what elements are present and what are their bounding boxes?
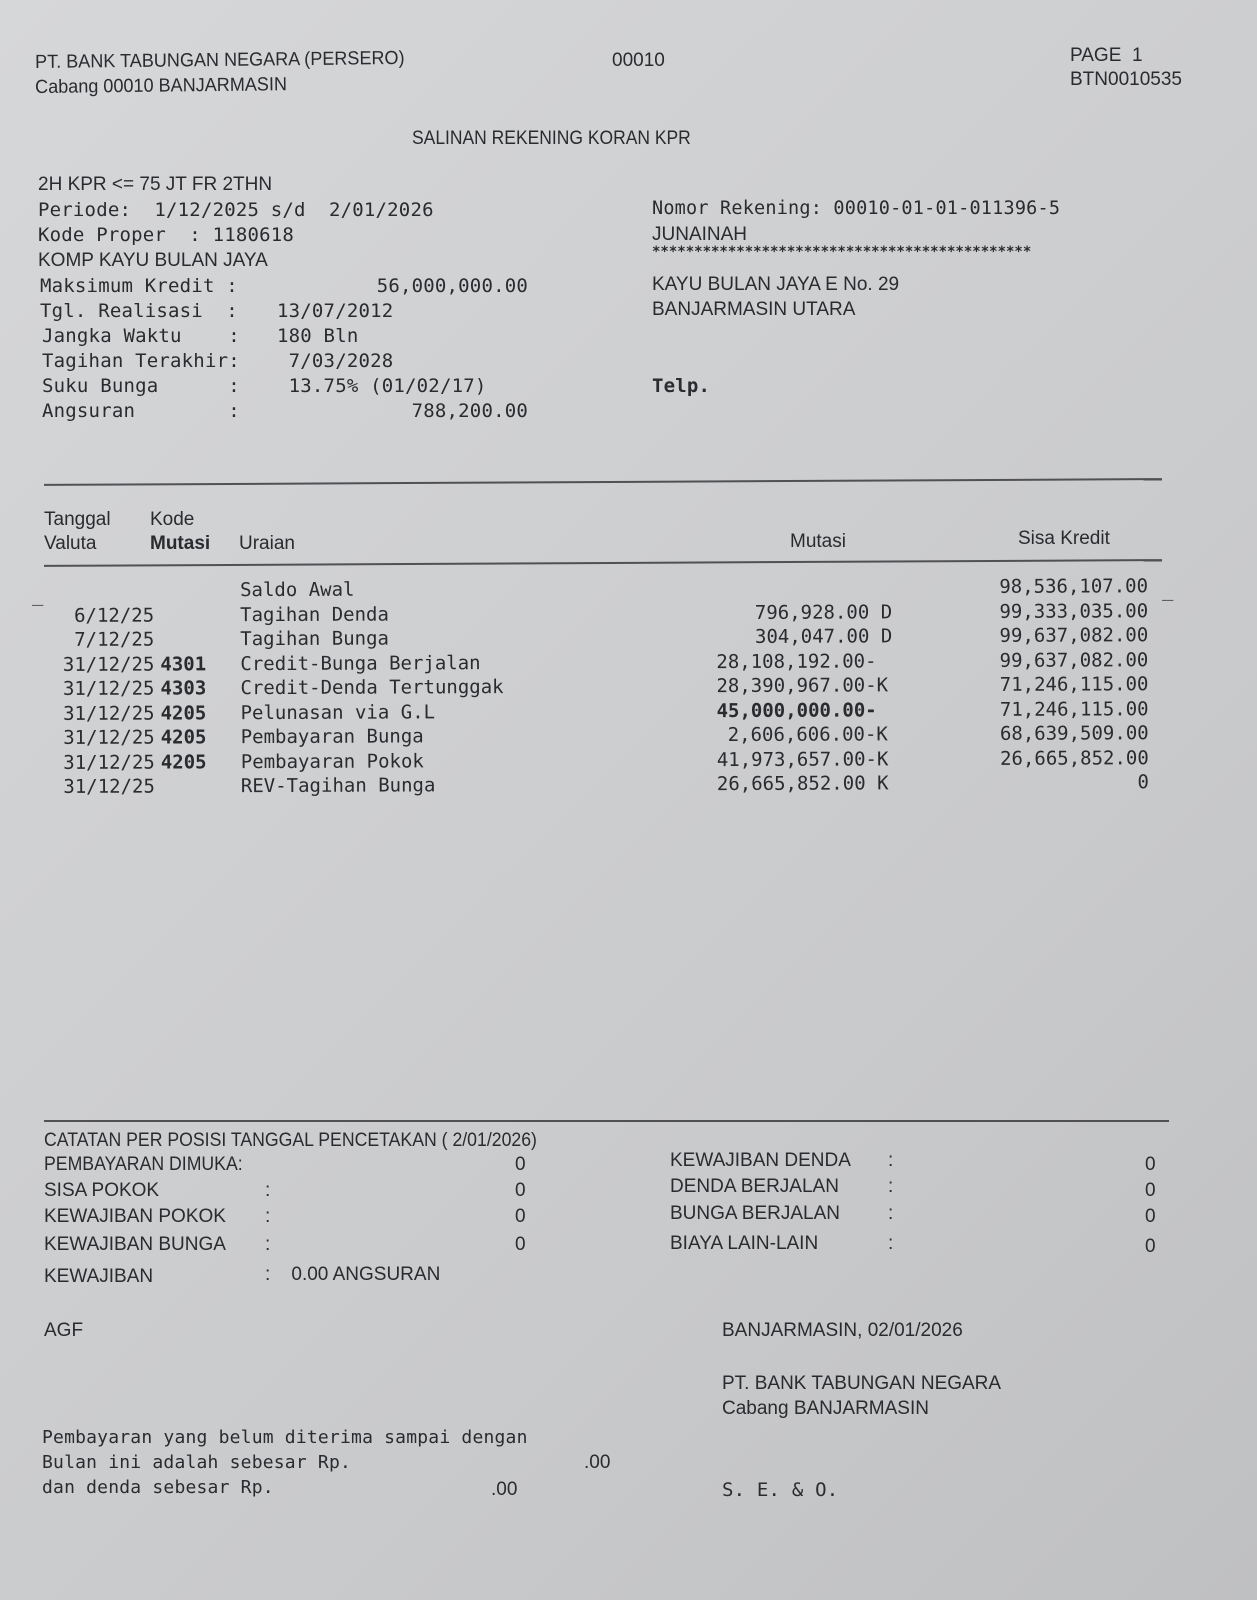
doc-code: BTN0010535 [1070,69,1182,90]
colon: : [888,1150,894,1171]
col-header-kode: Kode [150,509,195,530]
row-code: 4205 [160,726,207,749]
colon: : [265,1206,271,1227]
row-balance: 26,665,852.00 [1000,746,1149,770]
row-date: 31/12/25 [63,726,155,749]
row-code [154,628,240,653]
pembayaran-dimuka-label: PEMBAYARAN DIMUKA: [44,1154,243,1175]
tgl-realisasi-label: Tgl. Realisasi : [40,300,238,322]
kode-proper: Kode Proper : 1180618 [38,224,295,246]
row-amount [700,576,892,601]
pembayaran-dimuka-value: 0 [515,1154,526,1175]
row-date: 31/12/25 [62,653,155,676]
maks-kredit-value: 56,000,000.00 [376,275,528,297]
suku-bunga-label: Suku Bunga : [42,375,240,397]
account-holder-name: JUNAINAH [652,224,748,245]
maks-kredit-label: Maksimum Kredit : [40,275,238,297]
row-date: 7/12/25 [74,628,155,651]
row-desc: Credit-Denda Tertunggak [240,676,504,700]
komplek: KOMP KAYU BULAN JAYA [38,250,268,271]
table-row [49,771,1149,800]
note-line-2: Bulan ini adalah sebesar Rp. [42,1452,352,1473]
telp-label: Telp. [652,375,711,397]
kewajiban-denda-value: 0 [1145,1154,1156,1175]
row-desc: REV-Tagihan Bunga [240,774,436,798]
row-code [154,579,240,604]
colon: : [265,1234,271,1255]
biaya-lain-value: 0 [1145,1236,1156,1257]
row-desc: Tagihan Denda [240,603,389,626]
page-title: SALINAN REKENING KORAN KPR [412,128,691,149]
row-date: 6/12/25 [74,604,155,627]
col-header-uraian: Uraian [239,533,295,554]
kewajiban-denda-label: KEWAJIBAN DENDA [670,1150,851,1171]
note-line-1: Pembayaran yang belum diterima sampai dengan [42,1427,528,1448]
sisa-pokok-label [44,1178,159,1203]
row-amount: 28,108,192.00- [716,649,877,673]
denda-berjalan-label: DENDA BERJALAN [670,1176,839,1197]
jangka-waktu-label: Jangka Waktu : [42,325,240,347]
angsuran-label: Angsuran : [42,400,240,422]
row-desc: Pelunasan via G.L [240,700,436,724]
col-header-valuta: Valuta [44,533,97,554]
row-date: 31/12/25 [63,751,155,774]
note-line-3-value: .00 [491,1479,518,1500]
colon: : [888,1233,894,1254]
jangka-waktu-value: 180 Bln [277,325,359,347]
row-balance: 68,639,509.00 [999,722,1149,745]
margin-mark-right: _ [1162,579,1174,601]
row-amount: 41,973,657.00-K [716,747,889,771]
row-date: 31/12/25 [62,677,155,700]
row-amount: 28,390,967.00-K [716,674,889,698]
kewajiban-bunga-text: KEWAJIBAN BUNGA [44,1234,226,1255]
col-header-mutasi: Mutasi [790,531,846,552]
row-amount: 45,000,000.00- [716,698,877,722]
note-line-2-value: .00 [584,1452,611,1473]
place-date: BANJARMASIN, 02/01/2026 [722,1320,963,1341]
transactions-table [48,575,1149,800]
denda-berjalan-value: 0 [1145,1180,1156,1201]
col-header-mutasi-code: Mutasi [150,533,211,554]
kewajiban-value: : 0.00 ANGSURAN [265,1264,441,1285]
periode: Periode: 1/12/2025 s/d 2/01/2026 [38,199,434,221]
seo-mark: S. E. & O. [722,1479,839,1501]
masked-line: ********************************************* [652,244,1032,260]
kewajiban-pokok-label [44,1204,226,1229]
colon: : [888,1203,894,1224]
branch-line: Cabang 00010 BANJARMASIN [35,74,288,98]
colon: : [265,1180,271,1201]
signatory-bank: PT. BANK TABUNGAN NEGARA [722,1373,1002,1394]
kewajiban-label: KEWAJIBAN [44,1266,154,1287]
sisa-pokok-value: 0 [515,1180,526,1201]
row-balance: 71,246,115.00 [999,673,1149,696]
row-amount: 2,606,606.00-K [727,723,888,747]
tgl-realisasi-value: 13/07/2012 [277,300,394,322]
address-line-1: KAYU BULAN JAYA E No. 29 [652,274,900,295]
row-code [155,775,241,800]
product-type: 2H KPR <= 75 JT FR 2THN [38,174,273,195]
row-code: 4303 [160,677,207,700]
sisa-pokok-text: SISA POKOK [44,1180,160,1201]
row-desc: Credit-Bunga Berjalan [240,651,481,675]
row-balance: 99,637,082.00 [999,624,1149,647]
col-header-tanggal: Tanggal [44,509,111,530]
row-desc: Tagihan Bunga [240,627,390,651]
angsuran-value: 788,200.00 [411,400,528,422]
row-desc: Saldo Awal [239,578,355,602]
row-balance: 99,637,082.00 [999,648,1149,672]
branch-code: 00010 [612,50,665,71]
divider-top [44,478,1162,486]
row-code: 4301 [160,652,207,676]
row-amount: 796,928.00 D [754,600,893,624]
divider-summary [44,1120,1169,1122]
kewajiban-pokok-value: 0 [515,1206,526,1227]
tagihan-terakhir-value: 7/03/2028 [277,350,394,372]
operator-code: AGF [44,1320,84,1341]
nomor-rekening: Nomor Rekening: 00010-01-01-011396-5 [652,198,1061,219]
row-amount: 304,047.00 D [754,625,893,648]
summary-title: CATATAN PER POSISI TANGGAL PENCETAKAN ( 2/01/2026) [44,1130,537,1151]
row-code [154,604,240,629]
page-number: PAGE 1 [1070,45,1143,66]
signatory-branch: Cabang BANJARMASIN [722,1398,929,1419]
row-date: 31/12/25 [63,702,155,725]
suku-bunga-value: 13.75% (01/02/17) [277,375,487,397]
row-amount: 26,665,852.00 K [716,772,889,796]
divider-header [44,559,1162,567]
biaya-lain-label: BIAYA LAIN-LAIN [670,1233,819,1254]
row-balance: 0 [1137,771,1149,794]
row-code: 4205 [160,750,207,774]
row-code: 4205 [160,701,207,725]
bunga-berjalan-label: BUNGA BERJALAN [670,1203,840,1224]
row-balance: 99,333,035.00 [999,599,1149,623]
note-line-3: dan denda sebesar Rp. [42,1477,274,1498]
kewajiban-pokok-text: KEWAJIBAN POKOK [44,1206,226,1227]
colon: : [888,1176,894,1197]
row-balance: 71,246,115.00 [999,697,1149,721]
address-line-2: BANJARMASIN UTARA [652,299,856,320]
col-header-sisa-kredit: Sisa Kredit [1018,528,1110,549]
row-date [48,580,154,605]
margin-mark: _ [32,584,44,606]
bunga-berjalan-value: 0 [1145,1206,1156,1227]
row-desc: Pembayaran Pokok [240,749,424,773]
row-balance: 98,536,107.00 [999,575,1149,598]
row-desc: Pembayaran Bunga [240,725,424,749]
kewajiban-bunga-label [44,1232,226,1257]
row-date: 31/12/25 [63,775,155,798]
kewajiban-bunga-value: 0 [515,1234,526,1255]
bank-name: PT. BANK TABUNGAN NEGARA (PERSERO) [35,47,405,73]
tagihan-terakhir-label: Tagihan Terakhir: [42,350,240,372]
